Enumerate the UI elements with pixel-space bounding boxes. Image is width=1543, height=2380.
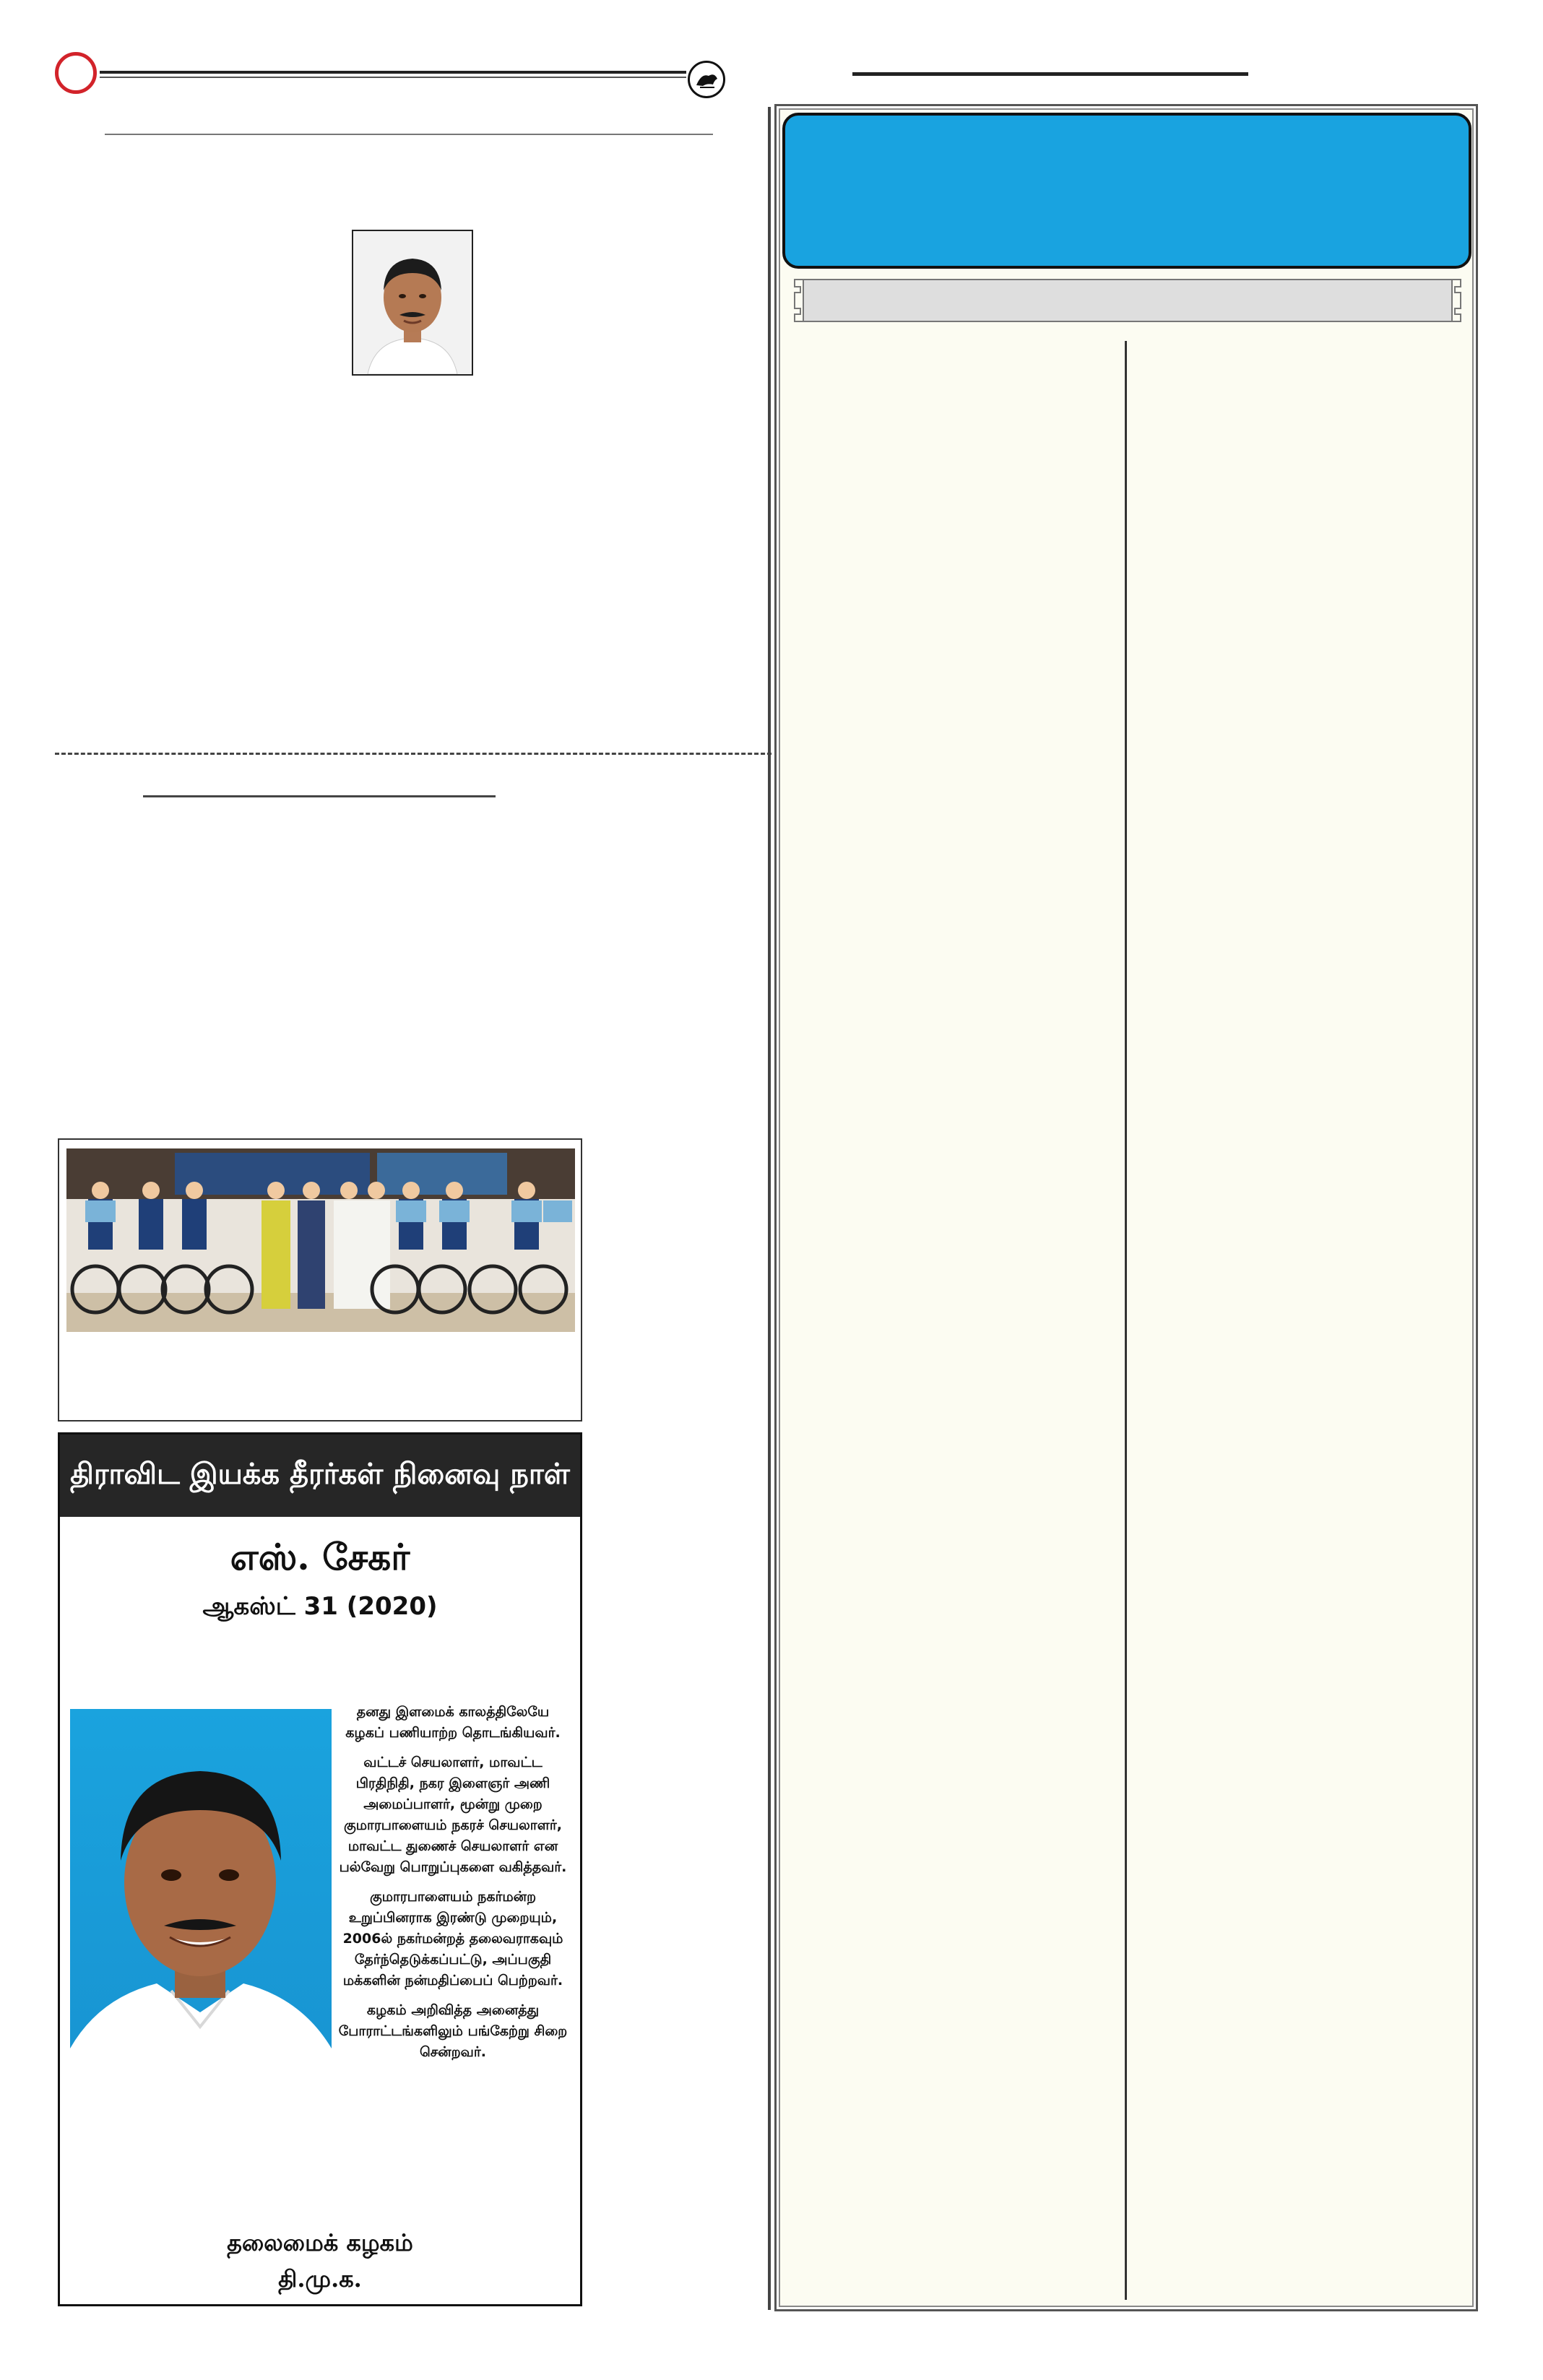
article-mid-rule bbox=[143, 795, 496, 797]
header-circle-icon bbox=[55, 52, 97, 94]
right-header-rule bbox=[852, 72, 1248, 76]
bio-paragraph: தனது இளமைக் காலத்திலேயே கழகப் பணியாற்ற தொடங்கியவர். bbox=[345, 1704, 561, 1741]
subheading-banner bbox=[793, 277, 1462, 324]
bicycle-distribution-photo bbox=[66, 1148, 575, 1332]
column-separator bbox=[768, 107, 771, 2310]
bio-paragraph: குமாரபாளையம் நகர்மன்ற உறுப்பினராக இரண்டு முறையும், 2006ல் நகர்மன்றத் தலைவராகவும் தேர்ந்தெடுக்கப்பட்டு, அப்பகுதி மக்களின் நன்மதிப்பைப் பெற்றவர். bbox=[342, 1889, 563, 1989]
header-rule bbox=[100, 71, 686, 74]
memorial-signature-org: தலைமைக் கழகம் bbox=[227, 2229, 413, 2256]
memorial-name: எஸ். சேகர் bbox=[230, 1536, 410, 1578]
memorial-signature-party: தி.மு.க. bbox=[278, 2265, 362, 2293]
memorial-heading: திராவிட இயக்க தீரர்கள் நினைவு நாள் bbox=[60, 1435, 580, 1517]
header-rule-thin bbox=[100, 77, 686, 78]
bio-paragraph: வட்டச் செயலாளர், மாவட்ட பிரதிநிதி, நகர இளைஞர் அணி அமைப்பாளர், மூன்று முறை குமாரபாளையம் நகரச் செயலாளர், மாவட்ட துணைச் செயலாளர் என பல்வேறு பொறுப்புகளை வகித்தவர். bbox=[339, 1754, 567, 1875]
memorial-notice bbox=[58, 1432, 582, 2306]
memorial-date: ஆகஸ்ட் 31 (2020) bbox=[202, 1592, 438, 1621]
article-top-rule bbox=[105, 134, 713, 135]
article-headline bbox=[782, 113, 1471, 269]
author-portrait-small bbox=[352, 230, 473, 376]
photo-frame bbox=[58, 1138, 582, 1421]
memorial-portrait bbox=[70, 1709, 332, 2122]
rising-sun-emblem-icon bbox=[688, 61, 725, 98]
memorial-bio bbox=[337, 1702, 569, 2072]
dashed-divider bbox=[55, 753, 772, 755]
bio-paragraph: கழகம் அறிவித்த அனைத்து போராட்டங்களிலும் பங்கேற்று சிறை சென்றவர். bbox=[338, 2002, 568, 2060]
right-column-divider bbox=[1125, 341, 1127, 2300]
